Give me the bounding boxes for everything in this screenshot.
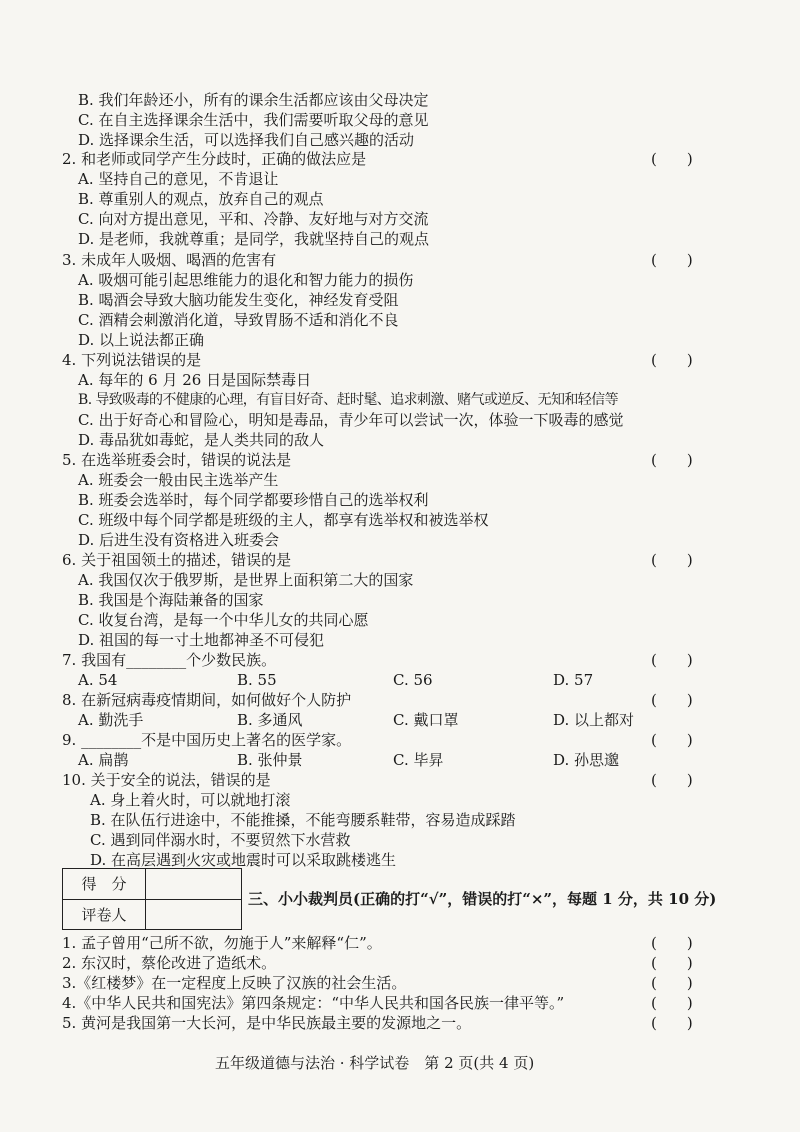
q6-answer-blank: ( ) [651, 551, 693, 569]
score-table [62, 868, 242, 930]
q9-stem: 9. ________不是中国历史上著名的医学家。 [62, 731, 352, 749]
q4-option-c: C. 出于好奇心和冒险心，明知是毒品，青少年可以尝试一次，体验一下吸毒的感觉 [78, 411, 624, 429]
q2-option-c: C. 向对方提出意见，平和、冷静、友好地与对方交流 [78, 210, 429, 228]
judge-5-answer-blank: ( ) [651, 1014, 693, 1032]
q6-option-c: C. 收复台湾，是每一个中华儿女的共同心愿 [78, 611, 369, 629]
q10-option-d: D. 在高层遇到火灾或地震时可以采取跳楼逃生 [90, 851, 397, 869]
judge-2-answer-blank: ( ) [651, 954, 693, 972]
judge-1-answer-blank: ( ) [651, 934, 693, 952]
q5-option-b: B. 班委会选举时，每个同学都要珍惜自己的选举权利 [78, 491, 429, 509]
q4-option-a: A. 每年的 6 月 26 日是国际禁毒日 [78, 371, 312, 389]
q10-option-c: C. 遇到同伴溺水时，不要贸然下水营救 [90, 831, 351, 849]
q7-option-a: A. 54 [78, 671, 118, 689]
section3-title: 三、小小裁判员(正确的打“√”，错误的打“×”，每题 1 分，共 10 分) [248, 890, 717, 908]
q1-option-c: C. 在自主选择课余生活中，我们需要听取父母的意见 [78, 111, 429, 129]
q6-stem: 6. 关于祖国领土的描述，错误的是 [62, 551, 292, 569]
judge-4-answer-blank: ( ) [651, 994, 693, 1012]
q7-option-c: C. 56 [393, 671, 433, 689]
q2-stem: 2. 和老师或同学产生分歧时，正确的做法应是 [62, 150, 367, 168]
q1-option-b: B. 我们年龄还小，所有的课余生活都应该由父母决定 [78, 91, 429, 109]
judge-item-2: 2. 东汉时，蔡伦改进了造纸术。 [62, 954, 277, 972]
q10-answer-blank: ( ) [651, 771, 693, 789]
q3-option-c: C. 酒精会刺激消化道，导致胃肠不适和消化不良 [78, 311, 399, 329]
q8-answer-blank: ( ) [651, 691, 693, 709]
q6-option-a: A. 我国仅次于俄罗斯，是世界上面积第二大的国家 [78, 571, 414, 589]
page-footer: 五年级道德与法治 · 科学试卷 第 2 页(共 4 页) [215, 1054, 535, 1072]
q3-stem: 3. 未成年人吸烟、喝酒的危害有 [62, 251, 277, 269]
q4-option-b: B. 导致吸毒的不健康的心理，有盲目好奇、赶时髦、追求刺激、赌气或逆反、无知和轻信等 [78, 392, 618, 408]
q2-option-d: D. 是老师，我就尊重；是同学，我就坚持自己的观点 [78, 230, 430, 248]
q9-option-a: A. 扁鹊 [78, 751, 129, 769]
q3-answer-blank: ( ) [651, 251, 693, 269]
q7-option-d: D. 57 [553, 671, 594, 689]
judge-item-1: 1. 孟子曾用“己所不欲，勿施于人”来解释“仁”。 [62, 934, 382, 952]
q9-option-c: C. 毕昇 [393, 751, 444, 769]
q2-answer-blank: ( ) [651, 150, 693, 168]
q3-option-a: A. 吸烟可能引起思维能力的退化和智力能力的损伤 [78, 271, 414, 289]
q7-answer-blank: ( ) [651, 651, 693, 669]
q9-option-d: D. 孙思邈 [553, 751, 620, 769]
q8-option-a: A. 勤洗手 [78, 711, 144, 729]
grader-label: 评卷人 [63, 899, 146, 930]
q8-stem: 8. 在新冠病毒疫情期间，如何做好个人防护 [62, 691, 352, 709]
q10-stem: 10. 关于安全的说法，错误的是 [62, 771, 271, 789]
q4-stem: 4. 下列说法错误的是 [62, 351, 202, 369]
grader-cell[interactable] [146, 899, 242, 930]
q4-answer-blank: ( ) [651, 351, 693, 369]
q2-option-b: B. 尊重别人的观点，放弃自己的观点 [78, 190, 324, 208]
q5-option-c: C. 班级中每个同学都是班级的主人，都享有选举权和被选举权 [78, 511, 489, 529]
q7-option-b: B. 55 [237, 671, 277, 689]
q6-option-b: B. 我国是个海陆兼备的国家 [78, 591, 264, 609]
q5-option-d: D. 后进生没有资格进入班委会 [78, 531, 280, 549]
q1-option-d: D. 选择课余生活，可以选择我们自己感兴趣的活动 [78, 131, 415, 149]
judge-item-4: 4.《中华人民共和国宪法》第四条规定：“中华人民共和国各民族一律平等。” [62, 994, 565, 1012]
q9-option-b: B. 张仲景 [237, 751, 303, 769]
q8-option-c: C. 戴口罩 [393, 711, 459, 729]
q5-answer-blank: ( ) [651, 451, 693, 469]
judge-item-3: 3.《红楼梦》在一定程度上反映了汉族的社会生活。 [62, 974, 407, 992]
q5-stem: 5. 在选举班委会时，错误的说法是 [62, 451, 292, 469]
score-label: 得 分 [63, 869, 146, 900]
q10-option-a: A. 身上着火时，可以就地打滚 [90, 791, 291, 809]
q3-option-d: D. 以上说法都正确 [78, 331, 205, 349]
score-cell[interactable] [146, 869, 242, 900]
q6-option-d: D. 祖国的每一寸土地都神圣不可侵犯 [78, 631, 325, 649]
q8-option-b: B. 多通风 [237, 711, 303, 729]
judge-item-5: 5. 黄河是我国第一大长河，是中华民族最主要的发源地之一。 [62, 1014, 472, 1032]
q9-answer-blank: ( ) [651, 731, 693, 749]
q3-option-b: B. 喝酒会导致大脑功能发生变化，神经发育受阻 [78, 291, 399, 309]
q4-option-d: D. 毒品犹如毒蛇，是人类共同的敌人 [78, 431, 325, 449]
q8-option-d: D. 以上都对 [553, 711, 635, 729]
judge-3-answer-blank: ( ) [651, 974, 693, 992]
q10-option-b: B. 在队伍行进途中，不能推搡，不能弯腰系鞋带，容易造成踩踏 [90, 811, 516, 829]
q7-stem: 7. 我国有________个少数民族。 [62, 651, 277, 669]
q5-option-a: A. 班委会一般由民主选举产生 [78, 471, 279, 489]
q2-option-a: A. 坚持自己的意见，不肯退让 [78, 170, 279, 188]
